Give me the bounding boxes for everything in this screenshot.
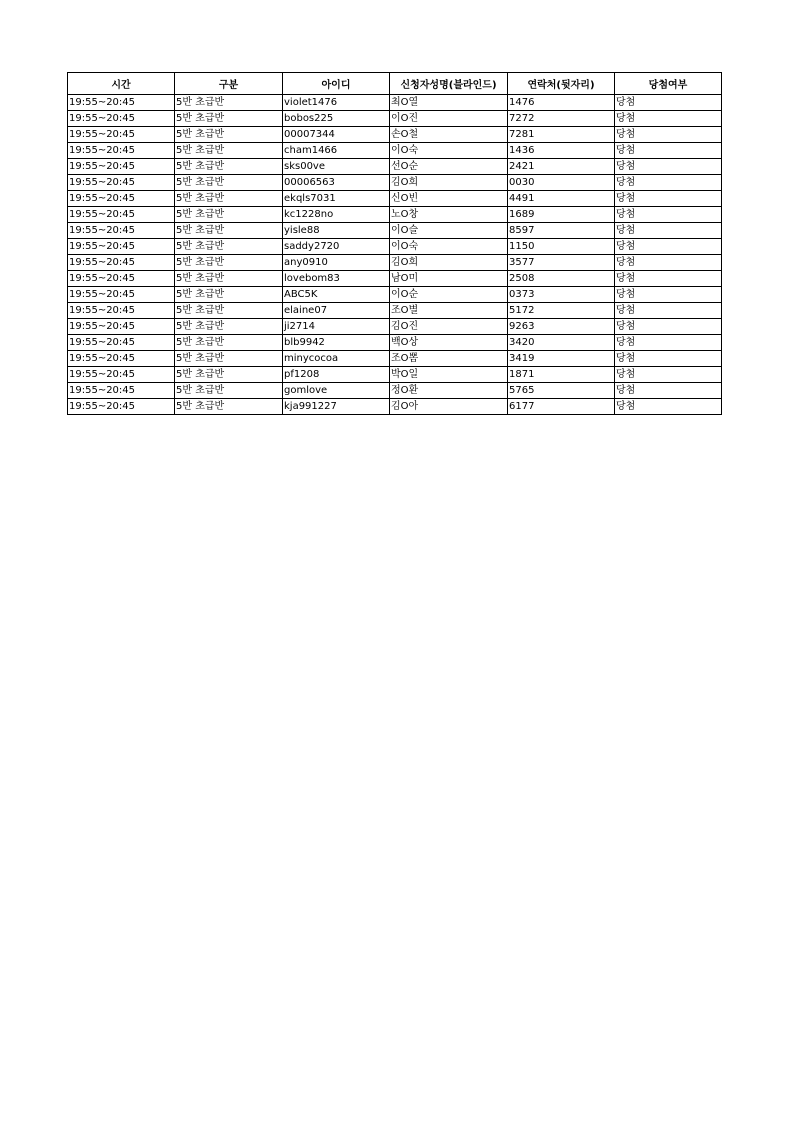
table-row xyxy=(68,319,722,335)
cell-contact: 1871 xyxy=(508,367,615,383)
cell-contact: 4491 xyxy=(508,191,615,207)
table-row xyxy=(68,287,722,303)
cell-applicant-name: 조O별 xyxy=(390,303,508,319)
cell-category: 5반 초급반 xyxy=(175,159,283,175)
cell-result: 당첨 xyxy=(615,111,722,127)
cell-user-id: minycocoa xyxy=(283,351,390,367)
cell-contact: 2421 xyxy=(508,159,615,175)
cell-category: 5반 초급반 xyxy=(175,239,283,255)
table-row xyxy=(68,335,722,351)
cell-user-id: 00007344 xyxy=(283,127,390,143)
cell-contact: 7281 xyxy=(508,127,615,143)
cell-contact: 1476 xyxy=(508,95,615,111)
cell-applicant-name: 이O슬 xyxy=(390,223,508,239)
cell-user-id: saddy2720 xyxy=(283,239,390,255)
table-row xyxy=(68,191,722,207)
table-row xyxy=(68,303,722,319)
cell-user-id: kc1228no xyxy=(283,207,390,223)
cell-user-id: lovebom83 xyxy=(283,271,390,287)
cell-user-id: pf1208 xyxy=(283,367,390,383)
cell-applicant-name: 백O상 xyxy=(390,335,508,351)
cell-user-id: sks00ve xyxy=(283,159,390,175)
cell-user-id: kja991227 xyxy=(283,399,390,415)
header-contact: 연락처(뒷자리) xyxy=(508,73,615,95)
cell-applicant-name: 김O희 xyxy=(390,255,508,271)
cell-result: 당첨 xyxy=(615,383,722,399)
header-row xyxy=(68,73,722,95)
cell-contact: 1689 xyxy=(508,207,615,223)
cell-applicant-name: 손O철 xyxy=(390,127,508,143)
cell-user-id: cham1466 xyxy=(283,143,390,159)
cell-category: 5반 초급반 xyxy=(175,191,283,207)
cell-time: 19:55~20:45 xyxy=(68,383,175,399)
cell-result: 당첨 xyxy=(615,143,722,159)
cell-contact: 1150 xyxy=(508,239,615,255)
cell-category: 5반 초급반 xyxy=(175,271,283,287)
cell-category: 5반 초급반 xyxy=(175,319,283,335)
table-row xyxy=(68,271,722,287)
header-applicant-name: 신청자성명(블라인드) xyxy=(390,73,508,95)
cell-contact: 3577 xyxy=(508,255,615,271)
cell-result: 당첨 xyxy=(615,175,722,191)
cell-time: 19:55~20:45 xyxy=(68,143,175,159)
cell-user-id: bobos225 xyxy=(283,111,390,127)
cell-applicant-name: 선O순 xyxy=(390,159,508,175)
cell-category: 5반 초급반 xyxy=(175,127,283,143)
cell-user-id: gomlove xyxy=(283,383,390,399)
table-row xyxy=(68,207,722,223)
cell-result: 당첨 xyxy=(615,399,722,415)
cell-applicant-name: 김O희 xyxy=(390,175,508,191)
cell-category: 5반 초급반 xyxy=(175,367,283,383)
table-row xyxy=(68,383,722,399)
cell-contact: 7272 xyxy=(508,111,615,127)
table-row xyxy=(68,255,722,271)
cell-category: 5반 초급반 xyxy=(175,351,283,367)
cell-category: 5반 초급반 xyxy=(175,335,283,351)
cell-time: 19:55~20:45 xyxy=(68,159,175,175)
cell-user-id: violet1476 xyxy=(283,95,390,111)
cell-contact: 1436 xyxy=(508,143,615,159)
table-row xyxy=(68,175,722,191)
cell-category: 5반 초급반 xyxy=(175,255,283,271)
cell-contact: 8597 xyxy=(508,223,615,239)
cell-user-id: elaine07 xyxy=(283,303,390,319)
header-user-id: 아이디 xyxy=(283,73,390,95)
table-row xyxy=(68,351,722,367)
cell-category: 5반 초급반 xyxy=(175,111,283,127)
cell-contact: 3419 xyxy=(508,351,615,367)
cell-result: 당첨 xyxy=(615,207,722,223)
cell-contact: 0373 xyxy=(508,287,615,303)
cell-category: 5반 초급반 xyxy=(175,223,283,239)
cell-result: 당첨 xyxy=(615,287,722,303)
cell-applicant-name: 이O진 xyxy=(390,111,508,127)
cell-result: 당첨 xyxy=(615,127,722,143)
table-row xyxy=(68,95,722,111)
cell-contact: 9263 xyxy=(508,319,615,335)
cell-applicant-name: 정O환 xyxy=(390,383,508,399)
table-row xyxy=(68,239,722,255)
header-time: 시간 xyxy=(68,73,175,95)
cell-time: 19:55~20:45 xyxy=(68,399,175,415)
cell-time: 19:55~20:45 xyxy=(68,335,175,351)
cell-contact: 2508 xyxy=(508,271,615,287)
cell-category: 5반 초급반 xyxy=(175,287,283,303)
table-row xyxy=(68,127,722,143)
table-row xyxy=(68,159,722,175)
cell-contact: 5765 xyxy=(508,383,615,399)
cell-applicant-name: 이O순 xyxy=(390,287,508,303)
cell-time: 19:55~20:45 xyxy=(68,287,175,303)
cell-time: 19:55~20:45 xyxy=(68,207,175,223)
table-row xyxy=(68,399,722,415)
cell-result: 당첨 xyxy=(615,239,722,255)
cell-result: 당첨 xyxy=(615,95,722,111)
cell-applicant-name: 이O숙 xyxy=(390,239,508,255)
cell-time: 19:55~20:45 xyxy=(68,303,175,319)
cell-time: 19:55~20:45 xyxy=(68,127,175,143)
table-body xyxy=(68,95,722,415)
winners-table xyxy=(67,72,722,415)
cell-result: 당첨 xyxy=(615,159,722,175)
cell-user-id: ekqls7031 xyxy=(283,191,390,207)
cell-applicant-name: 조O뽐 xyxy=(390,351,508,367)
cell-result: 당첨 xyxy=(615,351,722,367)
cell-category: 5반 초급반 xyxy=(175,143,283,159)
cell-category: 5반 초급반 xyxy=(175,383,283,399)
header-result: 당첨여부 xyxy=(615,73,722,95)
cell-user-id: ji2714 xyxy=(283,319,390,335)
cell-contact: 0030 xyxy=(508,175,615,191)
cell-time: 19:55~20:45 xyxy=(68,319,175,335)
cell-time: 19:55~20:45 xyxy=(68,239,175,255)
table-row xyxy=(68,111,722,127)
header-category: 구분 xyxy=(175,73,283,95)
cell-category: 5반 초급반 xyxy=(175,175,283,191)
cell-time: 19:55~20:45 xyxy=(68,367,175,383)
cell-result: 당첨 xyxy=(615,367,722,383)
cell-time: 19:55~20:45 xyxy=(68,95,175,111)
cell-result: 당첨 xyxy=(615,223,722,239)
cell-time: 19:55~20:45 xyxy=(68,191,175,207)
table-row xyxy=(68,367,722,383)
table-row xyxy=(68,143,722,159)
cell-contact: 5172 xyxy=(508,303,615,319)
cell-time: 19:55~20:45 xyxy=(68,271,175,287)
cell-time: 19:55~20:45 xyxy=(68,111,175,127)
table-header xyxy=(68,73,722,95)
table-row xyxy=(68,223,722,239)
cell-category: 5반 초급반 xyxy=(175,207,283,223)
cell-result: 당첨 xyxy=(615,335,722,351)
cell-user-id: yisle88 xyxy=(283,223,390,239)
cell-applicant-name: 박O일 xyxy=(390,367,508,383)
cell-result: 당첨 xyxy=(615,191,722,207)
cell-user-id: 00006563 xyxy=(283,175,390,191)
cell-applicant-name: 김O아 xyxy=(390,399,508,415)
cell-result: 당첨 xyxy=(615,319,722,335)
cell-result: 당첨 xyxy=(615,303,722,319)
cell-applicant-name: 이O숙 xyxy=(390,143,508,159)
cell-user-id: blb9942 xyxy=(283,335,390,351)
cell-time: 19:55~20:45 xyxy=(68,175,175,191)
cell-user-id: any0910 xyxy=(283,255,390,271)
cell-result: 당첨 xyxy=(615,255,722,271)
cell-applicant-name: 남O미 xyxy=(390,271,508,287)
cell-result: 당첨 xyxy=(615,271,722,287)
cell-category: 5반 초급반 xyxy=(175,399,283,415)
cell-user-id: ABC5K xyxy=(283,287,390,303)
cell-applicant-name: 김O진 xyxy=(390,319,508,335)
cell-applicant-name: 노O창 xyxy=(390,207,508,223)
cell-applicant-name: 신O빈 xyxy=(390,191,508,207)
cell-applicant-name: 최O열 xyxy=(390,95,508,111)
cell-contact: 3420 xyxy=(508,335,615,351)
cell-time: 19:55~20:45 xyxy=(68,223,175,239)
cell-time: 19:55~20:45 xyxy=(68,255,175,271)
cell-time: 19:55~20:45 xyxy=(68,351,175,367)
cell-contact: 6177 xyxy=(508,399,615,415)
cell-category: 5반 초급반 xyxy=(175,303,283,319)
cell-category: 5반 초급반 xyxy=(175,95,283,111)
